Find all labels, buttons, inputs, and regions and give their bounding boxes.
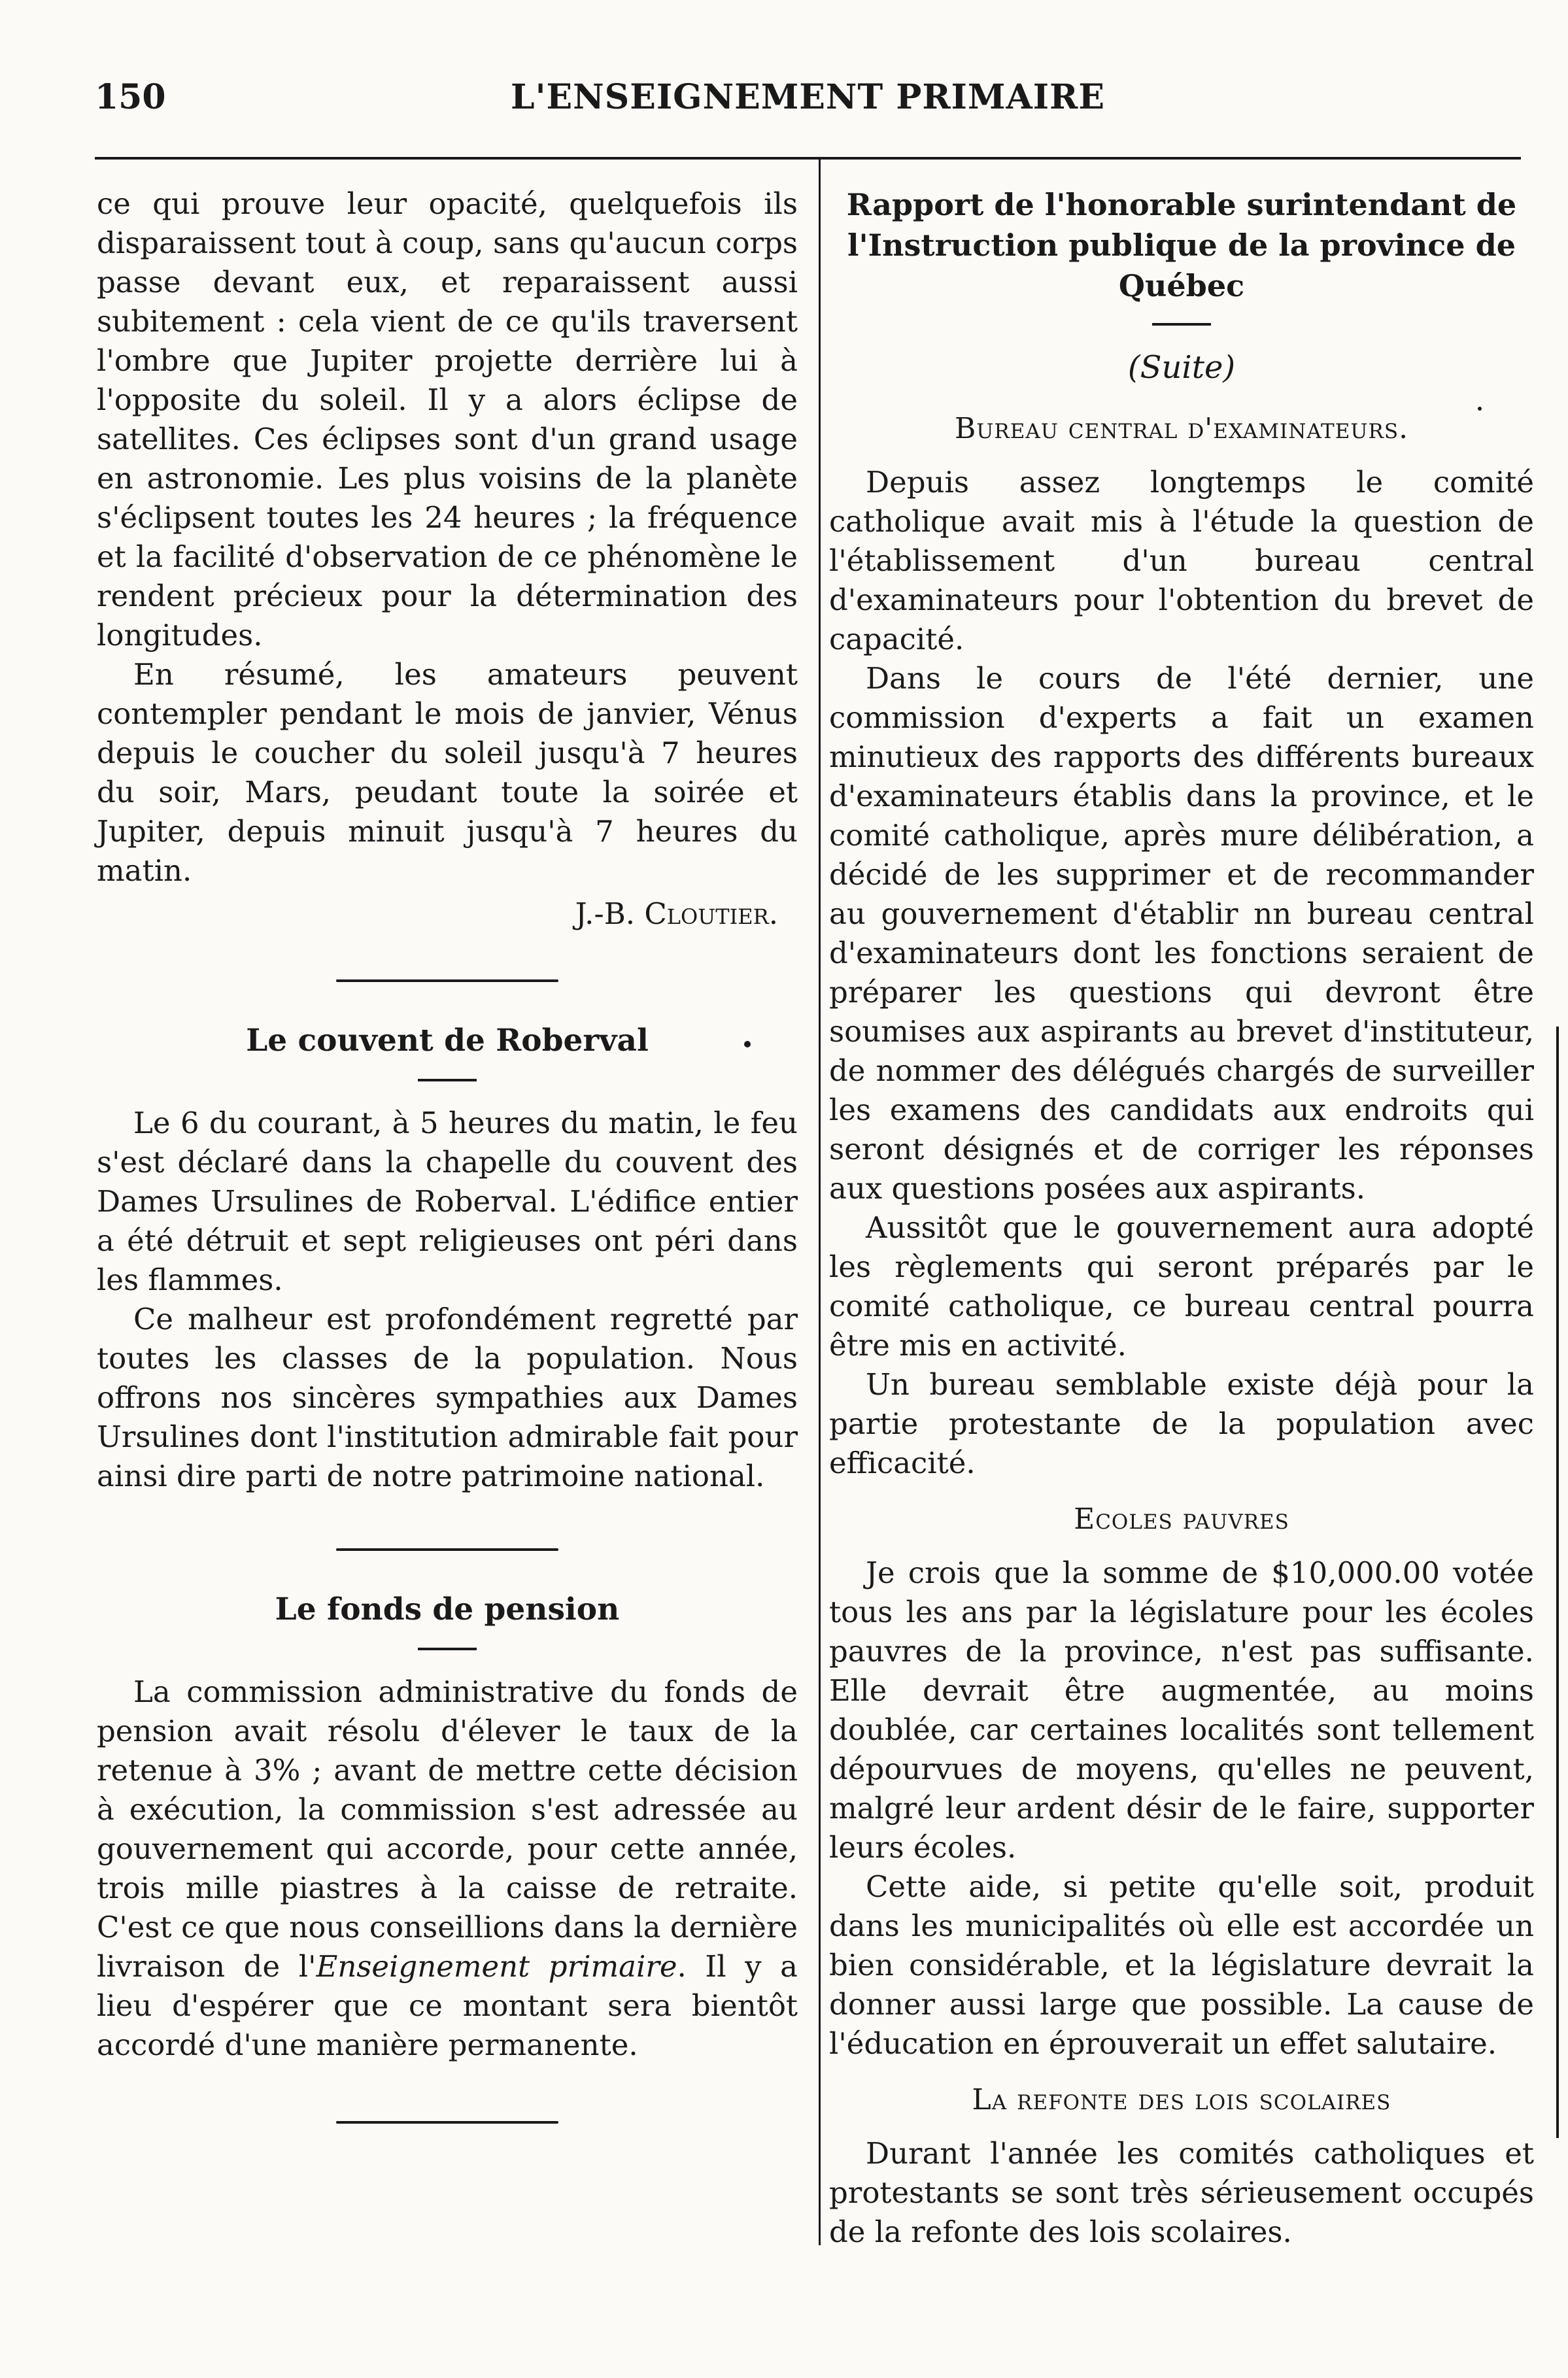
body-paragraph: En résumé, les amateurs peuvent contempler pendant le mois de janvier, Vénus depuis le coucher du soleil jusqu'à 7 heures du soir, Mars, peudant toute la soirée et Jupiter, depuis minuit jusqu'à 7 heures du matin. xyxy=(97,657,798,888)
body-paragraph: Aussitôt que le gouvernement aura adopté les règlements qui seront préparés par le comité catholique, ce bureau central pourra être mis en activité. xyxy=(829,1210,1534,1363)
body-paragraph xyxy=(97,1673,798,2065)
ornament-divider xyxy=(336,2121,558,2124)
body-paragraph: Cette aide, si petite qu'elle soit, produit dans les municipalités où elle est accordée un bien considérable, et la législature devrait la donner aussi large que possible. La cause de l'éducation en éprouverait un effet salutaire. xyxy=(829,1869,1534,2061)
left-column xyxy=(97,184,798,2162)
section-title-pension: Le fonds de pension xyxy=(275,1591,620,1627)
body-paragraph: Depuis assez longtemps le comité catholique avait mis à l'étude la question de l'établissement d'un bureau central d'examinateurs pour l'obtention du brevet de capacité. xyxy=(829,465,1534,656)
right-column xyxy=(829,184,1534,2252)
ornament-divider xyxy=(336,979,558,982)
subhead-ecoles: Ecoles pauvres xyxy=(1074,1503,1289,1536)
running-head: L'ENSEIGNEMENT PRIMAIRE xyxy=(511,77,1105,117)
page-number: 150 xyxy=(95,77,166,117)
ornament-divider xyxy=(336,1548,558,1551)
body-paragraph: Dans le cours de l'été dernier, une commission d'experts a fait un examen minutieux des rapports des différents bureaux d'examinateurs établis dans la province, et le comité catholique, après mure délibération, a décidé de les supprimer et de recommander au gouvernement d'établir nn bureau central d'examinateurs dont les fonctions seraient de préparer les questions qui devront être soumises aux aspirants au brevet d'instituteur, de nommer des délégués chargés de surveiller les examens des candidats aux endroits qui seront désignés et de corriger les réponses aux questions posées aux aspirants. xyxy=(829,661,1534,1206)
page-edge-rule xyxy=(1556,1027,1559,2138)
body-paragraph: Un bureau semblable existe déjà pour la partie protestante de la population avec efficacité. xyxy=(829,1367,1534,1480)
subhead-bureau: Bureau central d'examinateurs. xyxy=(954,412,1409,445)
subhead-refonte: La refonte des lois scolaires xyxy=(972,2083,1391,2116)
section-title-couvent: Le couvent de Roberval xyxy=(246,1023,649,1059)
body-paragraph: ce qui prouve leur opacité, quelquefois ils disparaissent tout à coup, sans qu'aucun corps passe devant eux, et reparaissent aussi subitement : cela vient de ce qu'ils traversent l'ombre que Jupiter projette derrière lui à l'opposite du soleil. Il y a alors éclipse de satellites. Ces éclipses sont d'un grand usage en astronomie. Les plus voisins de la planète s'éclipsent toutes les 24 heures ; la fréquence et la facilité d'observation de ce phénomène le rendent précieux pour la détermination des longitudes. xyxy=(97,186,798,653)
body-paragraph: Durant l'année les comités catholiques et protestants se sont très sérieusement occupés de la refonte des lois scolaires. xyxy=(829,2136,1534,2249)
column-divider xyxy=(819,160,821,2245)
short-rule xyxy=(418,1648,477,1650)
body-paragraph: Ce malheur est profondément regretté par toutes les classes de la population. Nous offrons nos sincères sympathies aux Dames Ursulines dont l'institution admirable fait pour ainsi dire parti de notre patrimoine national. xyxy=(97,1302,798,1493)
paragraph-text: La commission administrative du fonds de pension avait résolu d'élever le taux de la retenue à 3% ; avant de mettre cette décision à exécution, la commission s'est adressée au gouvernement qui accorde, pour cette année, trois mille piastres à la caisse de retraite. C'est ce que nous conseillions dans la dernière livraison de l' xyxy=(97,1674,798,1984)
short-rule xyxy=(418,1079,477,1081)
short-rule xyxy=(1152,323,1211,326)
header-rule xyxy=(95,157,1521,160)
body-paragraph: Je crois que la somme de $10,000.00 votée tous les ans par la législature pour les écoles pauvres de la province, n'est pas suffisante. Elle devrait être augmentée, au moins doublée, car certaines localités sont tellement dépourvues de moyens, qu'elles ne peuvent, malgré leur ardent désir de le faire, supporter leurs écoles. xyxy=(829,1555,1534,1865)
author-signature: J.-B. Cloutier. xyxy=(575,896,778,931)
page-header xyxy=(95,77,1521,129)
paragraph-text: . Il y a lieu d'espérer que ce montant sera bientôt accordé d'une manière permanente. xyxy=(97,1949,798,2062)
suite-label: (Suite) xyxy=(1127,349,1236,386)
body-paragraph: Le 6 du courant, à 5 heures du matin, le feu s'est déclaré dans la chapelle du couvent des Dames Ursulines de Roberval. L'édifice entier a été détruit et sept religieuses ont péri dans les flammes. xyxy=(97,1106,798,1297)
publication-title: Enseignement primaire xyxy=(316,1949,677,1984)
report-title: Rapport de l'honorable surintendant de l'Instruction publique de la province de Québec xyxy=(846,187,1517,303)
